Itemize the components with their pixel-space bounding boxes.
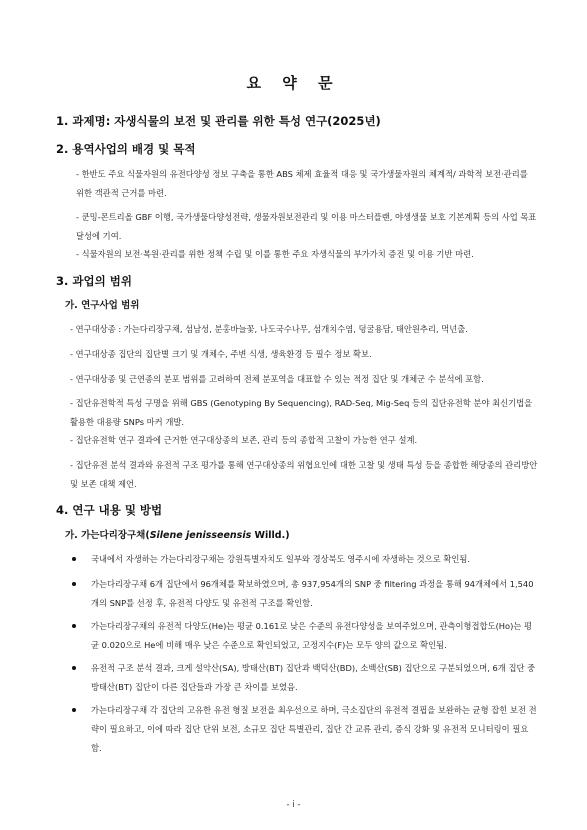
finding-item: 가는다리장구채 6개 집단에서 96개체를 확보하였으며, 총 937,954개의 SNP 중 filtering 과정을 통해 94개체에서 1,540개의 SNP를 선정 후, 유전적 다양도 및 유전적 구조를 확인함. xyxy=(72,575,538,613)
bullet-dot-icon xyxy=(72,557,76,561)
bullet-dot-icon xyxy=(72,582,76,586)
background-item: - 식물자원의 보전·복원·관리를 위한 정책 수립 및 이를 통한 주요 자생식물의 부가가치 증진 및 이용 기반 마련. xyxy=(76,249,474,259)
section-heading-scope: 3. 과업의 범위 xyxy=(56,274,132,288)
finding-item: 유전적 구조 분석 결과, 크게 설악산(SA), 방태산(BT) 집단과 백덕산(BD), 소백산(SB) 집단으로 구분되었으며, 6개 집단 중 방태산(BT) 집단이 다른 집단들과 가장 큰 차이를 보였음. xyxy=(72,659,538,697)
scope-item: - 연구대상종 집단의 집단별 크기 및 개체수, 주변 식생, 생육환경 등 필수 정보 확보. xyxy=(70,349,372,359)
scope-item: - 집단유전학적 특성 구명을 위해 GBS (Genotyping By Sequencing), RAD-Seq, Mig-Seq 등의 집단유전학 분야 최신기법을 활용한 대용량 SNPs 마커 개발. xyxy=(70,398,533,427)
bullet-dot-icon xyxy=(72,624,76,628)
species-scientific-name: Silene jenisseensis xyxy=(149,530,252,541)
section-heading-project-title: 1. 과제명: 자생식물의 보전 및 관리를 위한 특성 연구(2025년) xyxy=(56,114,381,128)
finding-item: 가는다리장구채의 유전적 다양도(He)는 평균 0.161로 낮은 수준의 유전다양성을 보여주었으며, 관측이형접합도(Ho)는 평균 0.020으로 He에 비해 매우 낮은 수준으로 확인되었고, 고정지수(F)는 모두 양의 값으로 확인됨. xyxy=(72,617,538,655)
scope-item: - 연구대상종 및 근연종의 분포 범위를 고려하여 전체 분포역을 대표할 수 있는 적정 집단 및 개체군 수 분석에 포함. xyxy=(70,374,484,384)
scope-item: - 연구대상종 : 가는다리장구채, 섬남성, 분홍바늘꽃, 나도국수나무, 섬개치수염, 덩굴용담, 태안원추리, 먹넌출. xyxy=(70,324,468,334)
page-number: - i - xyxy=(286,800,301,810)
finding-item: 국내에서 자생하는 가는다리장구채는 강원특별자치도 일부와 경상북도 영주시에 자생하는 것으로 확인됨. xyxy=(72,550,538,569)
scope-item: - 집단유전 분석 결과와 유전적 구조 평가를 통해 연구대상종의 위협요인에 대한 고찰 및 생태 특성 등을 종합한 해당종의 관리방안 및 보존 대책 제언. xyxy=(70,460,538,489)
scope-item: - 집단유전학 연구 결과에 근거한 연구대상종의 보존, 관리 등의 종합적 고찰이 가능한 연구 설계. xyxy=(70,435,418,445)
section-heading-methods: 4. 연구 내용 및 방법 xyxy=(56,503,163,517)
section-heading-background: 2. 용역사업의 배경 및 목적 xyxy=(56,142,196,156)
bullet-dot-icon xyxy=(72,666,76,670)
bullet-dot-icon xyxy=(72,708,76,712)
background-item: - 쿤밍-몬트리올 GBF 이행, 국가생물다양성전략, 생물자원보전관리 및 이용 마스터플랜, 야생생물 보호 기본계획 등의 사업 목표 달성에 기여. xyxy=(76,212,537,241)
background-item: - 한반도 주요 식물자원의 유전다양성 정보 구축을 통한 ABS 체제 효율적 대응 및 국가생물자원의 체계적/ 과학적 보전·관리를 위한 객관적 근거를 마련. xyxy=(76,169,528,198)
subheading-species: 가. 가는다리장구채(Silene jenisseensis Willd.) xyxy=(65,530,290,541)
document-title: 요 약 문 xyxy=(246,74,341,92)
finding-item: 가는다리장구채 각 집단의 고유한 유전 형질 보전을 최우선으로 하며, 극소집단의 유전적 결핍을 보완하는 균형 잡힌 보전 전략이 필요하고, 이에 따라 집단 단위 보전, 소규모 집단 특별관리, 집단 간 교류 관리, 증식 강화 및 유전적 모니터링이 필요함. xyxy=(72,701,538,758)
subheading-research-scope: 가. 연구사업 범위 xyxy=(65,300,140,311)
